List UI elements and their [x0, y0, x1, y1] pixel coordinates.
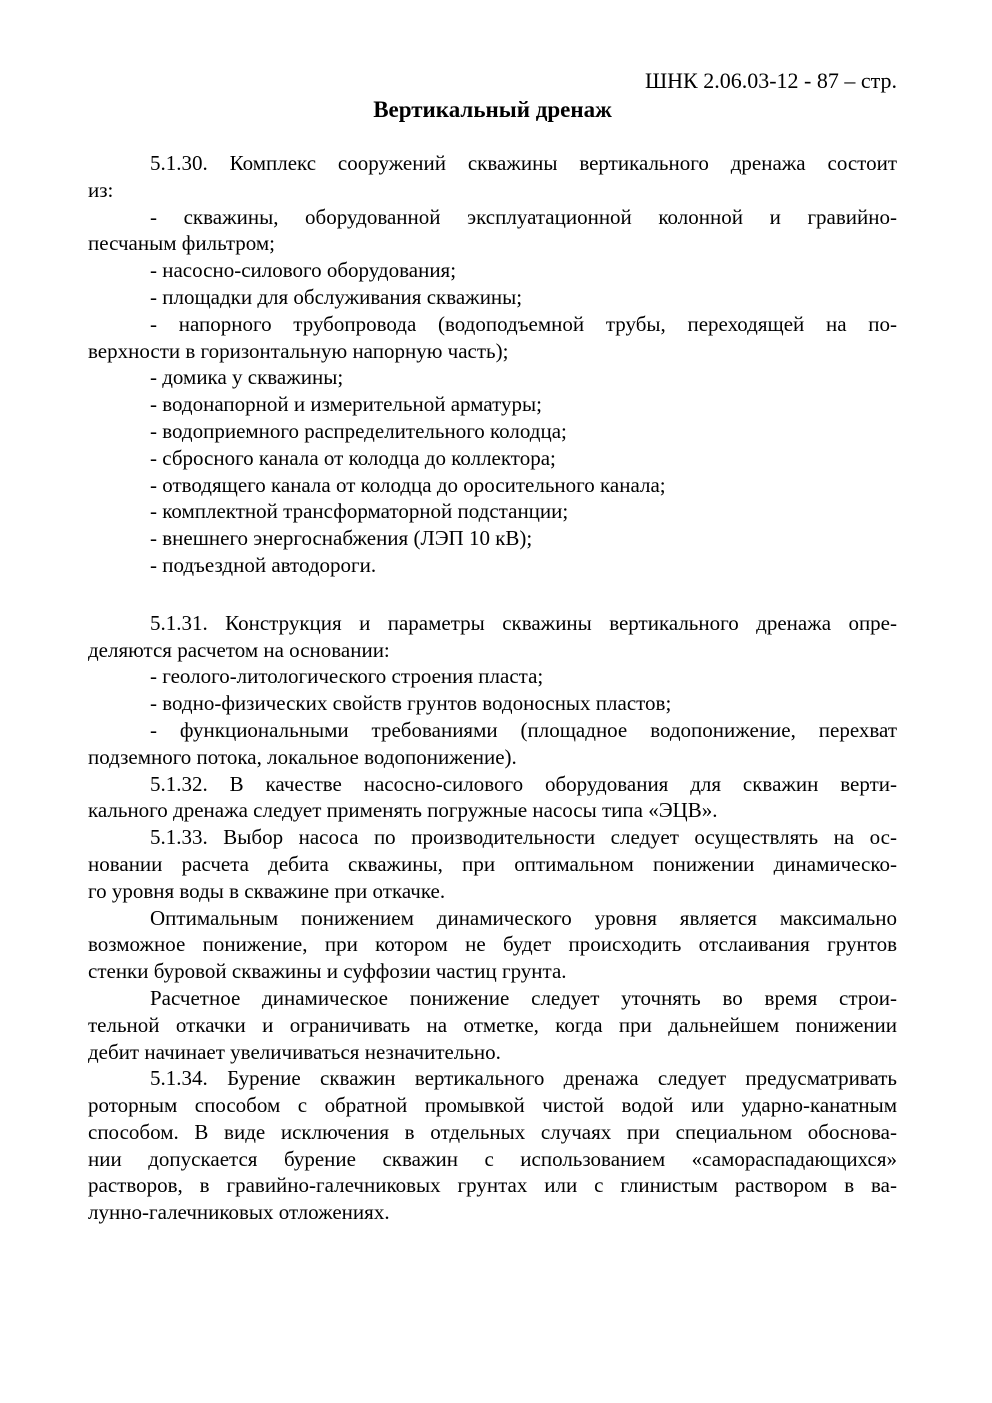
text-line: - скважины, оборудованной эксплуатационной колонной и гравийно-: [150, 204, 897, 229]
text-line: песчаным фильтром;: [88, 231, 276, 256]
text-line: дебит начинает увеличиваться незначительно.: [88, 1039, 501, 1064]
text-line: - подъездной автодороги.: [150, 552, 377, 577]
text-line: - напорного трубопровода (водоподъемной трубы, переходящей на по-: [150, 311, 897, 336]
text-line: новании расчета дебита скважины, при оптимальном понижении динамическо-: [88, 851, 897, 876]
text-line: из:: [88, 177, 114, 202]
page-header: ШНК 2.06.03-12 - 87 – стр.: [644, 68, 897, 93]
text-line: возможное понижение, при котором не будет происходить отслаивания грунтов: [88, 932, 897, 957]
text-line: стенки буровой скважины и суффозии частиц грунта.: [88, 959, 567, 984]
text-line: 5.1.33. Выбор насоса по производительности следует осуществлять на ос-: [150, 825, 897, 850]
text-line: - функциональными требованиями (площадное водопонижение, перехват: [150, 717, 897, 742]
document-body: [88, 150, 897, 1226]
text-line: - геолого-литологического строения пласта;: [150, 664, 544, 689]
text-line: кального дренажа следует применять погружные насосы типа «ЭЦВ».: [88, 798, 718, 823]
text-line: подземного потока, локальное водопонижение).: [88, 744, 517, 769]
text-line: - водоприемного распределительного колодца;: [150, 418, 567, 443]
blank-line: [88, 579, 897, 610]
text-line: верхности в горизонтальную напорную часть);: [88, 338, 509, 363]
text-line: деляются расчетом на основании:: [88, 637, 390, 662]
text-line: 5.1.32. В качестве насосно-силового оборудования для скважин верти-: [150, 771, 897, 796]
text-line: - сбросного канала от колодца до коллектора;: [150, 445, 556, 470]
text-line: лунно-галечниковых отложениях.: [88, 1200, 390, 1225]
text-line: - водно-физических свойств грунтов водоносных пластов;: [150, 691, 672, 716]
text-line: - внешнего энергоснабжения (ЛЭП 10 кВ);: [150, 526, 533, 551]
text-line: - комплектной трансформаторной подстанции;: [150, 499, 569, 524]
text-line: 5.1.31. Конструкция и параметры скважины вертикального дренажа опре-: [150, 610, 897, 635]
text-line: Расчетное динамическое понижение следует уточнять во время строи-: [150, 985, 897, 1010]
text-line: тельной откачки и ограничивать на отметке, когда при дальнейшем понижении: [88, 1012, 897, 1037]
page-title: Вертикальный дренаж: [373, 97, 612, 122]
text-line: - водонапорной и измерительной арматуры;: [150, 392, 542, 417]
text-line: 5.1.30. Комплекс сооружений скважины вертикального дренажа состоит: [150, 151, 897, 175]
text-line: - отводящего канала от колодца до оросительного канала;: [150, 472, 666, 497]
text-line: способом. В виде исключения в отдельных случаях при специальном обоснова-: [88, 1119, 897, 1144]
text-line: - насосно-силового оборудования;: [150, 258, 457, 283]
text-line: - площадки для обслуживания скважины;: [150, 284, 523, 309]
text-line: - домика у скважины;: [150, 365, 344, 390]
text-line: Оптимальным понижением динамического уровня является максимально: [150, 905, 897, 930]
text-line: нии допускается бурение скважин с использованием «самораспадающихся»: [88, 1146, 897, 1171]
text-line: роторным способом с обратной промывкой чистой водой или ударно-канатным: [88, 1093, 897, 1118]
text-line: растворов, в гравийно-галечниковых грунтах или с глинистым раствором в ва-: [88, 1173, 897, 1198]
text-line: 5.1.34. Бурение скважин вертикального дренажа следует предусматривать: [150, 1066, 897, 1091]
text-line: го уровня воды в скважине при откачке.: [88, 878, 446, 903]
